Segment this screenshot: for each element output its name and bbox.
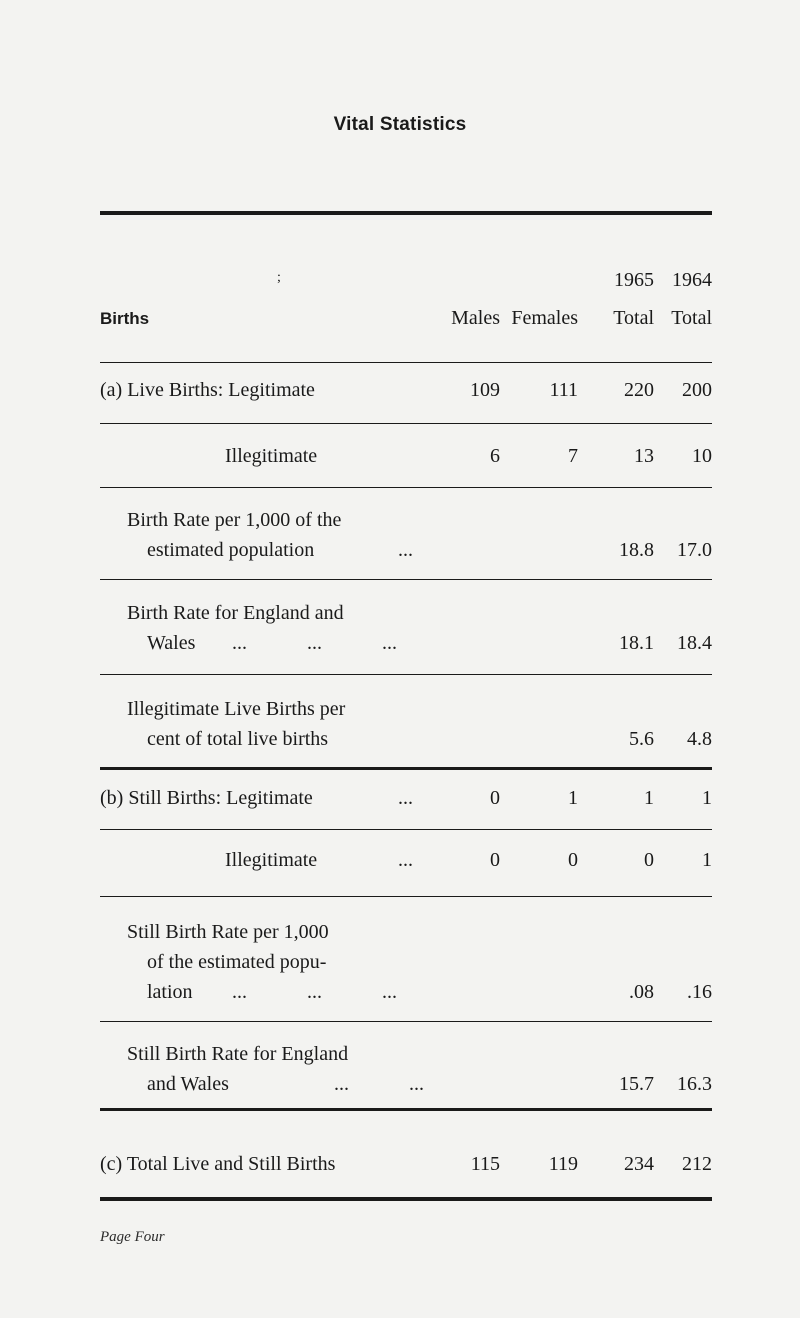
rule-2 xyxy=(100,487,712,488)
header-total-1964: Total xyxy=(671,307,712,329)
row-birth-rate-total-1965: 18.8 xyxy=(619,539,654,561)
row-illegit-pct-total-1964: 4.8 xyxy=(687,728,712,750)
row-still-illegit-total-1965: 0 xyxy=(644,849,654,871)
rule-5 xyxy=(100,767,712,770)
row-still-illegit-females: 0 xyxy=(568,849,578,871)
row-total-births-total-1965: 234 xyxy=(624,1153,654,1175)
header-rule xyxy=(100,362,712,363)
row-still-illegit-males: 0 xyxy=(490,849,500,871)
row-birth-rate-ew-line2: Wales xyxy=(147,632,196,654)
row-still-rate-dots: ... ... ... xyxy=(232,981,397,1003)
row-live-illegit-label: Illegitimate xyxy=(225,445,318,467)
row-still-legit-dots: ... xyxy=(398,787,413,809)
row-birth-rate-ew-dots: ... ... ... xyxy=(232,632,397,654)
page-title: Vital Statistics xyxy=(333,114,467,135)
row-total-births-total-1964: 212 xyxy=(682,1153,712,1175)
row-birth-rate-dots: ... xyxy=(398,539,413,561)
row-illegit-pct-line1: Illegitimate Live Births per xyxy=(127,698,346,720)
row-birth-rate-ew-total-1965: 18.1 xyxy=(619,632,654,654)
row-still-rate-total-1964: .16 xyxy=(687,981,712,1003)
row-birth-rate-line1: Birth Rate per 1,000 of the xyxy=(127,509,342,531)
row-still-rate-ew-dots: ... ... xyxy=(334,1073,424,1095)
row-illegit-pct-line2: cent of total live births xyxy=(147,728,329,750)
row-live-legit-label: (a) Live Births: Legitimate xyxy=(100,379,315,401)
row-total-births-males: 115 xyxy=(470,1153,500,1175)
row-still-rate-line3: lation xyxy=(147,981,193,1003)
row-still-rate-total-1965: .08 xyxy=(629,981,654,1003)
row-total-births-females: 119 xyxy=(548,1153,578,1175)
header-males: Males xyxy=(451,307,500,329)
row-still-rate-ew-total-1964: 16.3 xyxy=(677,1073,712,1095)
row-still-legit-total-1964: 1 xyxy=(702,787,712,809)
row-still-legit-females: 1 xyxy=(568,787,578,809)
row-birth-rate-line2: estimated population xyxy=(147,539,315,561)
row-still-rate-line2: of the estimated popu- xyxy=(147,951,327,973)
rule-8 xyxy=(100,1021,712,1022)
header-births-label: Births xyxy=(100,309,150,328)
row-still-illegit-label: Illegitimate xyxy=(225,849,318,871)
rule-9 xyxy=(100,1108,712,1111)
row-still-rate-ew-total-1965: 15.7 xyxy=(619,1073,654,1095)
row-birth-rate-ew-total-1964: 18.4 xyxy=(677,632,712,654)
rule-1 xyxy=(100,423,712,424)
header-year-1964: 1964 xyxy=(672,269,712,291)
row-live-legit-total-1964: 200 xyxy=(682,379,712,401)
row-illegit-pct-total-1965: 5.6 xyxy=(629,728,654,750)
row-still-illegit-dots: ... xyxy=(398,849,413,871)
row-live-illegit-females: 7 xyxy=(568,445,578,467)
rule-7 xyxy=(100,896,712,897)
bottom-rule xyxy=(100,1197,712,1201)
row-still-legit-males: 0 xyxy=(490,787,500,809)
row-still-rate-ew-line2: and Wales xyxy=(147,1073,229,1095)
header-females: Females xyxy=(511,307,578,329)
row-birth-rate-total-1964: 17.0 xyxy=(677,539,712,561)
row-still-rate-line1: Still Birth Rate per 1,000 xyxy=(127,921,329,943)
row-live-illegit-males: 6 xyxy=(490,445,500,467)
header-total-1965: Total xyxy=(613,307,654,329)
rule-6 xyxy=(100,829,712,830)
row-live-illegit-total-1965: 13 xyxy=(634,445,654,467)
rule-3 xyxy=(100,579,712,580)
row-still-legit-label: (b) Still Births: Legitimate xyxy=(100,787,313,809)
row-still-legit-total-1965: 1 xyxy=(644,787,654,809)
row-live-legit-females: 111 xyxy=(549,379,578,401)
row-birth-rate-ew-line1: Birth Rate for England and xyxy=(127,602,344,624)
row-still-illegit-total-1964: 1 xyxy=(702,849,712,871)
header-mark: ; xyxy=(277,270,281,285)
rule-4 xyxy=(100,674,712,675)
row-total-births-label: (c) Total Live and Still Births xyxy=(100,1153,336,1175)
row-still-rate-ew-line1: Still Birth Rate for England xyxy=(127,1043,349,1065)
header-year-1965: 1965 xyxy=(614,269,654,291)
page-footer: Page Four xyxy=(100,1229,165,1245)
row-live-legit-total-1965: 220 xyxy=(624,379,654,401)
row-live-illegit-total-1964: 10 xyxy=(692,445,712,467)
top-rule xyxy=(100,211,712,215)
row-live-legit-males: 109 xyxy=(470,379,500,401)
